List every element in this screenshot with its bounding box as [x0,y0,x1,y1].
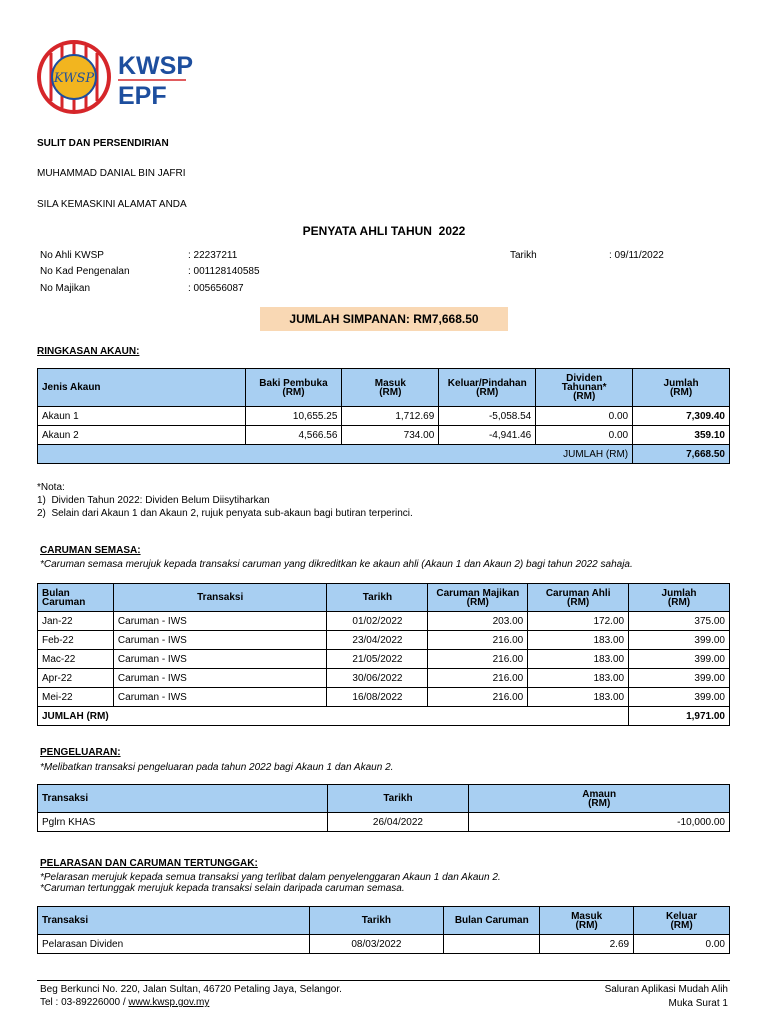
cell-keluar: -5,058.54 [439,407,536,426]
no-ahli-label: No Ahli KWSP [40,250,104,261]
cell-majikan: 216.00 [428,650,528,669]
cell-tarikh: 26/04/2022 [327,813,469,832]
footer-website-link[interactable]: www.kwsp.gov.my [128,997,210,1008]
col-masuk: Masuk (RM) [540,907,634,935]
pelarasan-note-1: *Pelarasan merujuk kepada semua transaksi yang terlibat dalam penyelenggaran Akaun 1 dan Akaun 2. [40,872,501,883]
total-value: 7,668.50 [633,445,730,464]
col-transaksi: Transaksi [38,907,310,935]
cell-bulan [444,935,540,954]
col-transaksi: Transaksi [38,785,328,813]
cell-ahli: 183.00 [528,631,629,650]
cell-jumlah: 399.00 [629,631,730,650]
total-label: JUMLAH (RM) [38,445,633,464]
total-row [38,707,730,726]
col-transaksi: Transaksi [113,584,327,612]
cell-jumlah: 375.00 [629,612,730,631]
cell-jumlah: 359.10 [633,426,730,445]
cell-ahli: 183.00 [528,688,629,707]
col-tarikh: Tarikh [327,584,428,612]
col-masuk: Masuk (RM) [342,369,439,407]
cell-majikan: 216.00 [428,669,528,688]
statement-title: PENYATA AHLI TAHUN 2022 [302,224,466,238]
no-kad-label: No Kad Pengenalan [40,266,130,277]
logo-kwsp-text: KWSP [118,52,193,80]
col-bulan-caruman: Bulan Caruman [38,584,114,612]
no-majikan-value: : 005656087 [188,283,244,294]
cell-masuk: 2.69 [540,935,634,954]
col-amaun: Amaun (RM) [469,785,730,813]
cell-bulan: Mac-22 [38,650,114,669]
table-header-row [38,584,730,612]
total-row [38,445,730,464]
col-tarikh: Tarikh [327,785,469,813]
col-tarikh: Tarikh [309,907,444,935]
cell-transaksi: Caruman - IWS [113,688,327,707]
pelarasan-heading: PELARASAN DAN CARUMAN TERTUNGGAK: [40,858,258,869]
table-header-row [38,369,730,407]
cell-transaksi: Caruman - IWS [113,669,327,688]
table-row [38,935,730,954]
total-value: 1,971.00 [629,707,730,726]
address-notice: SILA KEMASKINI ALAMAT ANDA [37,199,187,210]
svg-text:KWSP: KWSP [53,71,95,86]
cell-transaksi: Caruman - IWS [113,631,327,650]
no-kad-value: : 001128140585 [188,266,260,277]
cell-jumlah: 399.00 [629,669,730,688]
cell-tarikh: 16/08/2022 [327,688,428,707]
pelarasan-note-2: *Caruman tertunggak merujuk kepada transaksi selain daripada caruman semasa. [40,883,405,894]
tarikh-label: Tarikh [510,250,537,261]
no-majikan-label: No Majikan [40,283,91,294]
table-header-row [38,785,730,813]
nota-title: *Nota: [37,482,65,493]
col-jumlah: Jumlah (RM) [629,584,730,612]
caruman-table [37,583,730,726]
total-savings-banner: JUMLAH SIMPANAN: RM7,668.50 [260,307,508,331]
cell-tarikh: 30/06/2022 [327,669,428,688]
cell-dividen: 0.00 [536,407,633,426]
cell-tarikh: 23/04/2022 [327,631,428,650]
cell-ahli: 172.00 [528,612,629,631]
caruman-heading: CARUMAN SEMASA: [40,545,141,556]
no-ahli-value: : 22237211 [188,250,238,261]
table-row [38,813,730,832]
cell-transaksi: Pelarasan Dividen [38,935,310,954]
kwsp-emblem-icon [37,40,111,114]
caruman-note: *Caruman semasa merujuk kepada transaksi caruman yang dikreditkan ke akaun ahli (Akaun 1 dan Akaun 2) bagi tahun 2022 sahaja. [40,559,633,570]
cell-bulan: Apr-22 [38,669,114,688]
col-keluar: Keluar (RM) [634,907,730,935]
cell-jumlah: 7,309.40 [633,407,730,426]
footer-contact [40,997,209,1008]
cell-keluar: 0.00 [634,935,730,954]
cell-tarikh: 08/03/2022 [309,935,444,954]
col-bulan-caruman: Bulan Caruman [444,907,540,935]
cell-majikan: 216.00 [428,688,528,707]
col-jumlah: Jumlah (RM) [633,369,730,407]
footer-tel: Tel : 03-89226000 / [40,997,129,1008]
table-row [38,688,730,707]
cell-ahli: 183.00 [528,650,629,669]
cell-transaksi: Pglrn KHAS [38,813,328,832]
cell-tarikh: 01/02/2022 [327,612,428,631]
cell-jumlah: 399.00 [629,650,730,669]
table-row [38,426,730,445]
cell-masuk: 1,712.69 [342,407,439,426]
nota-item-1: 1) Dividen Tahun 2022: Dividen Belum Diisytiharkan [37,495,270,506]
col-caruman-majikan: Caruman Majikan (RM) [428,584,528,612]
cell-bulan: Feb-22 [38,631,114,650]
col-jenis-akaun: Jenis Akaun [38,369,246,407]
ringkasan-table [37,368,730,464]
pelarasan-table [37,906,730,954]
footer-app-label: Saluran Aplikasi Mudah Alih [604,984,728,995]
cell-jenis: Akaun 1 [38,407,246,426]
pengeluaran-heading: PENGELUARAN: [40,747,121,758]
cell-jenis: Akaun 2 [38,426,246,445]
cell-baki: 10,655.25 [245,407,342,426]
table-row [38,407,730,426]
cell-keluar: -4,941.46 [439,426,536,445]
cell-transaksi: Caruman - IWS [113,650,327,669]
table-header-row [38,907,730,935]
ringkasan-heading: RINGKASAN AKAUN: [37,346,140,357]
footer-address: Beg Berkunci No. 220, Jalan Sultan, 46720 Petaling Jaya, Selangor. [40,984,342,995]
member-name: MUHAMMAD DANIAL BIN JAFRI [37,168,186,179]
col-caruman-ahli: Caruman Ahli (RM) [528,584,629,612]
logo-epf-text: EPF [118,82,167,110]
table-row [38,669,730,688]
kwsp-logo [36,38,196,118]
cell-majikan: 216.00 [428,631,528,650]
cell-transaksi: Caruman - IWS [113,612,327,631]
col-dividen: Dividen Tahunan* (RM) [536,369,633,407]
cell-amaun: -10,000.00 [469,813,730,832]
cell-tarikh: 21/05/2022 [327,650,428,669]
footer-divider [37,980,730,981]
footer-page-number: Muka Surat 1 [668,998,728,1009]
cell-baki: 4,566.56 [245,426,342,445]
cell-dividen: 0.00 [536,426,633,445]
confidential-label: SULIT DAN PERSENDIRIAN [37,138,169,149]
col-baki-pembuka: Baki Pembuka (RM) [245,369,342,407]
cell-jumlah: 399.00 [629,688,730,707]
col-keluar: Keluar/Pindahan (RM) [439,369,536,407]
table-row [38,631,730,650]
table-row [38,612,730,631]
tarikh-value: : 09/11/2022 [609,250,664,261]
pengeluaran-table [37,784,730,832]
cell-bulan: Jan-22 [38,612,114,631]
cell-majikan: 203.00 [428,612,528,631]
cell-masuk: 734.00 [342,426,439,445]
nota-item-2: 2) Selain dari Akaun 1 dan Akaun 2, rujuk penyata sub-akaun bagi butiran terperinci. [37,508,413,519]
cell-ahli: 183.00 [528,669,629,688]
pengeluaran-note: *Melibatkan transaksi pengeluaran pada tahun 2022 bagi Akaun 1 dan Akaun 2. [40,762,394,773]
cell-bulan: Mei-22 [38,688,114,707]
total-label: JUMLAH (RM) [38,707,629,726]
table-row [38,650,730,669]
